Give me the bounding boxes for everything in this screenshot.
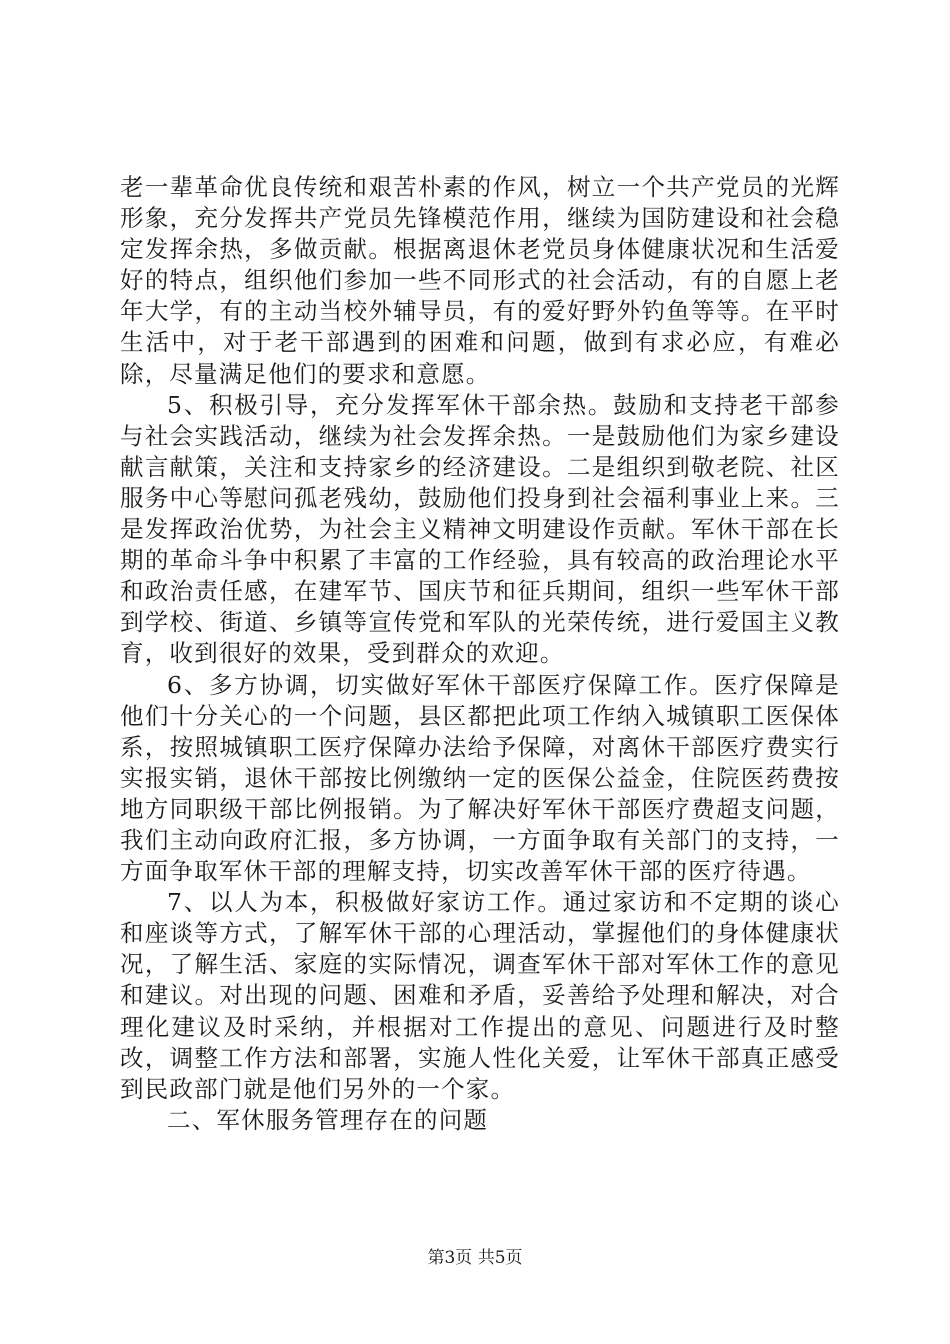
paragraph-item-6: 6、多方协调，切实做好军休干部医疗保障工作。医疗保障是他们十分关心的一个问题，县区都把此项工作纳入城镇职工医保体系，按照城镇职工医疗保障办法给予保障，对离休干部医疗费实行实报实销，退休干部按比例缴纳一定的医保公益金，住院医药费按地方同职级干部比例报销。为了解决好军休干部医疗费超支问题，我们主动向政府汇报，多方协调，一方面争取有关部门的支持，一方面争取军休干部的理解支持，切实改善军休干部的医疗待遇。	[120, 670, 840, 886]
page-number-label: 第3页 共5页	[427, 1248, 523, 1268]
body-text	[120, 172, 840, 1136]
page-footer	[0, 1243, 950, 1268]
section-heading: 二、军休服务管理存在的问题	[167, 1105, 489, 1134]
paragraph-item-5: 5、积极引导，充分发挥军休干部余热。鼓励和支持老干部参与社会实践活动，继续为社会发挥余热。一是鼓励他们为家乡建设献言献策，关注和支持家乡的经济建设。二是组织到敬老院、社区服务中心等慰问孤老残幼，鼓励他们投身到社会福利事业上来。三是发挥政治优势，为社会主义精神文明建设作贡献。军休干部在长期的革命斗争中积累了丰富的工作经验，具有较高的政治理论水平和政治责任感，在建军节、国庆节和征兵期间，组织一些军休干部到学校、街道、乡镇等宣传党和军队的光荣传统，进行爱国主义教育，收到很好的效果，受到群众的欢迎。	[120, 390, 840, 668]
paragraph-item-7: 7、以人为本，积极做好家访工作。通过家访和不定期的谈心和座谈等方式，了解军休干部的心理活动，掌握他们的身体健康状况，了解生活、家庭的实际情况，调查军休干部对军休工作的意见和建议。对出现的问题、困难和矛盾，妥善给予处理和解决，对合理化建议及时采纳，并根据对工作提出的意见、问题进行及时整改，调整工作方法和部署，实施人性化关爱，让军休干部真正感受到民政部门就是他们另外的一个家。	[120, 888, 840, 1103]
paragraph-continued: 老一辈革命优良传统和艰苦朴素的作风，树立一个共产党员的光辉形象，充分发挥共产党员先锋模范作用，继续为国防建设和社会稳定发挥余热，多做贡献。根据离退休老党员身体健康状况和生活爱好的特点，组织他们参加一些不同形式的社会活动，有的自愿上老年大学，有的主动当校外辅导员，有的爱好野外钓鱼等等。在平时生活中，对于老干部遇到的困难和问题，做到有求必应，有难必除，尽量满足他们的要求和意愿。	[120, 173, 840, 388]
